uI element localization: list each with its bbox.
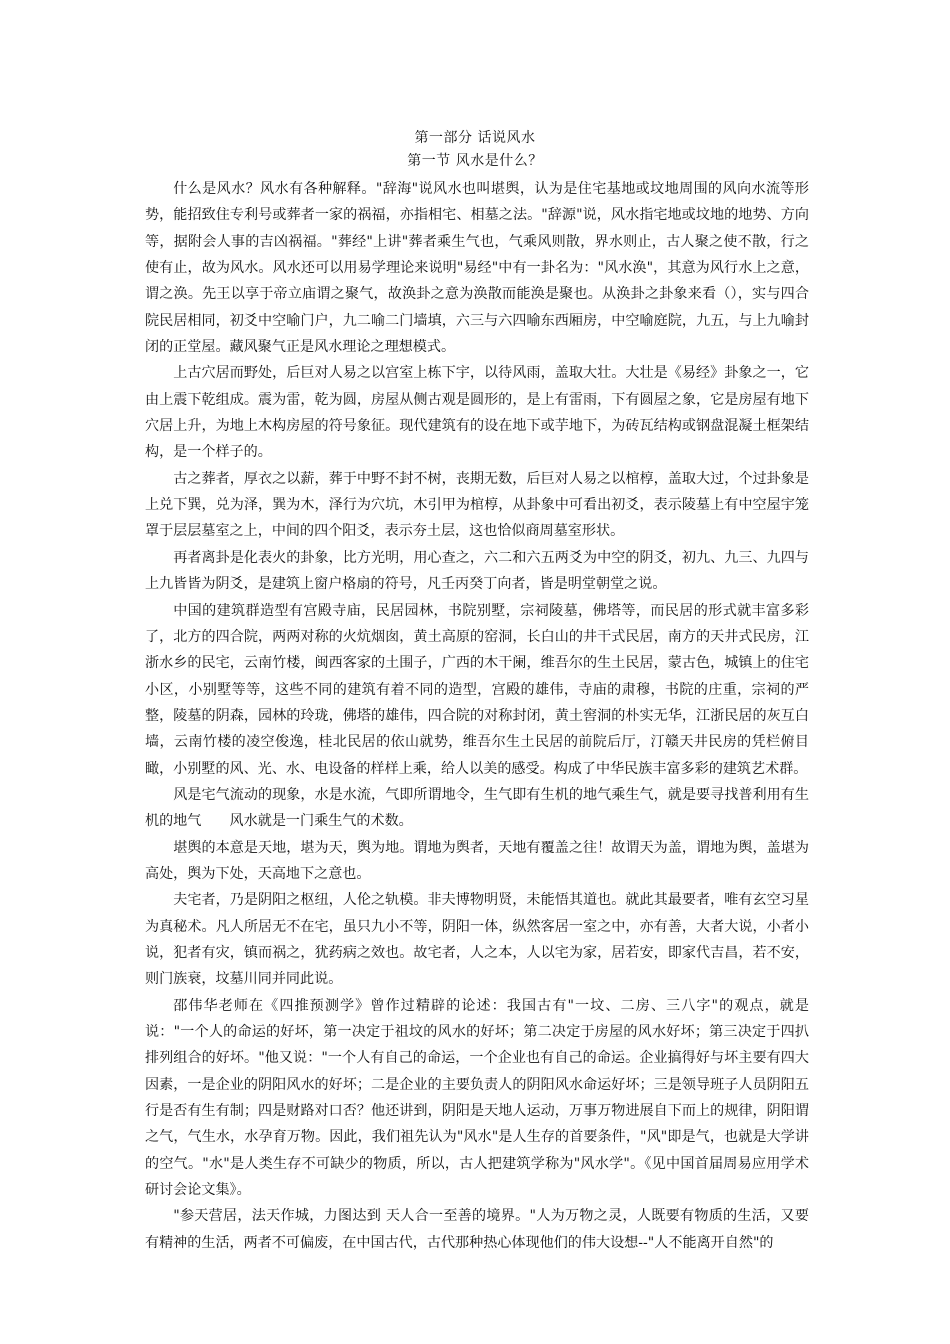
paragraph: 风是宅气流动的现象，水是水流，气即所谓地令，生气即有生机的地气乘生气，就是要寻找普利用有生机的地气 风水就是一门乘生气的术数。 <box>145 786 809 830</box>
part-title: 第一部分 话说风水 <box>414 130 536 146</box>
paragraph: 古之葬者，厚衣之以薪，葬于中野不封不树，丧期无数，后巨对人易之以棺椁，盖取大过，个过卦象是上兑下巽，兑为泽，巽为木，泽行为穴坑，木引甲为棺椁，从卦象中可看出初爻，表示陵墓上有中空屋宇笼罩于层层墓室之上，中间的四个阳爻，表示夯土层，这也恰似商周墓室形状。 <box>145 470 809 540</box>
paragraph: 邵伟华老师在《四推预测学》曾作过精辟的论述：我国古有"一坟、二房、三八字"的观点，就是说："一个人的命运的好坏，第一决定于祖坟的风水的好坏；第二决定于房屋的风水好坏；第三决定于四扒排列组合的好坏。"他又说："一个人有自己的命运，一个企业也有自己的命运。企业搞得好与坏主要有四大因素，一是企业的阴阳风水的好坏；二是企业的主要负责人的阴阳风水命运好坏；三是领导班子人员阴阳五行是否有生有制；四是财路对口否？他还讲到，阴阳是天地人运动，万事万物进展自下而上的规律，阴阳谓之气，气生水，水孕育万物。因此，我们祖先认为"风水"是人生存的首要条件，"风"即是气，也就是大学讲的空气。"水"是人类生存不可缺少的物质，所以，古人把建筑学称为"风水学"。《见中国首届周易应用学术研讨会论文集》。 <box>145 997 809 1199</box>
paragraph: 上古穴居而野处，后巨对人易之以宫室上栋下宇，以待风雨，盖取大壮。大壮是《易经》卦象之一，它由上震下乾组成。震为雷，乾为圆，房屋从侧古观是圆形的，是上有雷雨，下有圆屋之象，它是房屋有地下穴居上升，为地上木构房屋的符号象征。现代建筑有的设在地下或芋地下，为砖瓦结构或钢盘混凝土框架结构，是一个样子的。 <box>145 365 809 461</box>
paragraph: 中国的建筑群造型有宫殿寺庙，民居园林，书院别墅，宗祠陵墓，佛塔等，而民居的形式就丰富多彩了，北方的四合院，两两对称的火炕烟囱，黄土高原的窑洞，长白山的井干式民居，南方的天井式民房，江浙水乡的民宅，云南竹楼，闽西客家的土围子，广西的木干阑，维吾尔的生土民居，蒙古色，城镇上的住宅小区，小别墅等等，这些不同的建筑有着不同的造型，宫殿的雄伟，寺庙的肃穆，书院的庄重，宗祠的严整，陵墓的阴森，园林的玲珑，佛塔的雄伟，四合院的对称封闭，黄土窖洞的朴实无华，江浙民居的灰互白墙，云南竹楼的凌空俊逸，桂北民居的依山就势，维吾尔生土民居的前院后厅，汀赣天井民房的凭栏俯目瞰，小别墅的风、光、水、电设备的样样上乘，给人以美的感受。构成了中华民族丰富多彩的建筑艺术群。 <box>145 602 809 777</box>
section-title: 第一节 风水是什么？ <box>407 153 543 169</box>
body-text <box>145 176 809 1256</box>
paragraph: 再者离卦是化表火的卦象，比方光明，用心查之，六二和六五两爻为中空的阴爻，初九、九三、九四与上九皆皆为阴爻，是建筑上窗户格扇的符号，凡壬丙癸丁向者，皆是明堂朝堂之说。 <box>145 549 809 593</box>
paragraph: 堪舆的本意是天地，堪为天，舆为地。谓地为舆者，天地有覆盖之往！故谓天为盖，谓地为舆，盖堪为高处，舆为下处，天高地下之意也。 <box>145 839 809 882</box>
paragraph: 什么是风水？风水有各种解释。"辞海"说风水也叫堪舆，认为是住宅基地或坟地周围的风向水流等形势，能招致住专利号或葬者一家的祸福，亦指相宅、相墓之法。"辞源"说，风水指宅地或坟地的地势、方向等，据附会人事的吉凶祸福。"葬经"上讲"葬者乘生气也，气乘风则散，界水则止，古人聚之使不散，行之使有止，故为风水。风水还可以用易学理论来说明"易经"中有一卦名为："风水涣"，其意为风行水上之意，谓之涣。先王以享于帝立庙谓之聚气，故涣卦之意为涣散而能涣是聚也。从涣卦之卦象来看（），实与四合院民居相同，初爻中空喻门户，九二喻二门墙填，六三与六四喻东西厢房，中空喻庭院，九五，与上九喻封闭的正堂屋。藏风聚气正是风水理论之理想模式。 <box>145 181 809 356</box>
paragraph: 夫宅者，乃是阴阳之枢纽，人伦之轨模。非夫博物明贤，未能悟其道也。就此其最要者，唯有玄空习星为真秘术。凡人所居无不在宅，虽只九小不等，阴阳一体，纵然客居一室之中，亦有善，大者大说，小者小说，犯者有灾，镇而祸之，犹药病之效也。故宅者，人之本，人以宅为家，居若安，即家代吉昌，若不安，则门族衰，坟墓川同并同此说。 <box>145 892 809 988</box>
paragraph: "参天营居，法天作城，力图达到 天人合一至善的境界。"人为万物之灵，人既要有物质的生活，又要有精神的生活，两者不可偏废，在中国古代，古代那种热心体现他们的伟大设想--"人不能离开自然"的 <box>145 1208 809 1251</box>
